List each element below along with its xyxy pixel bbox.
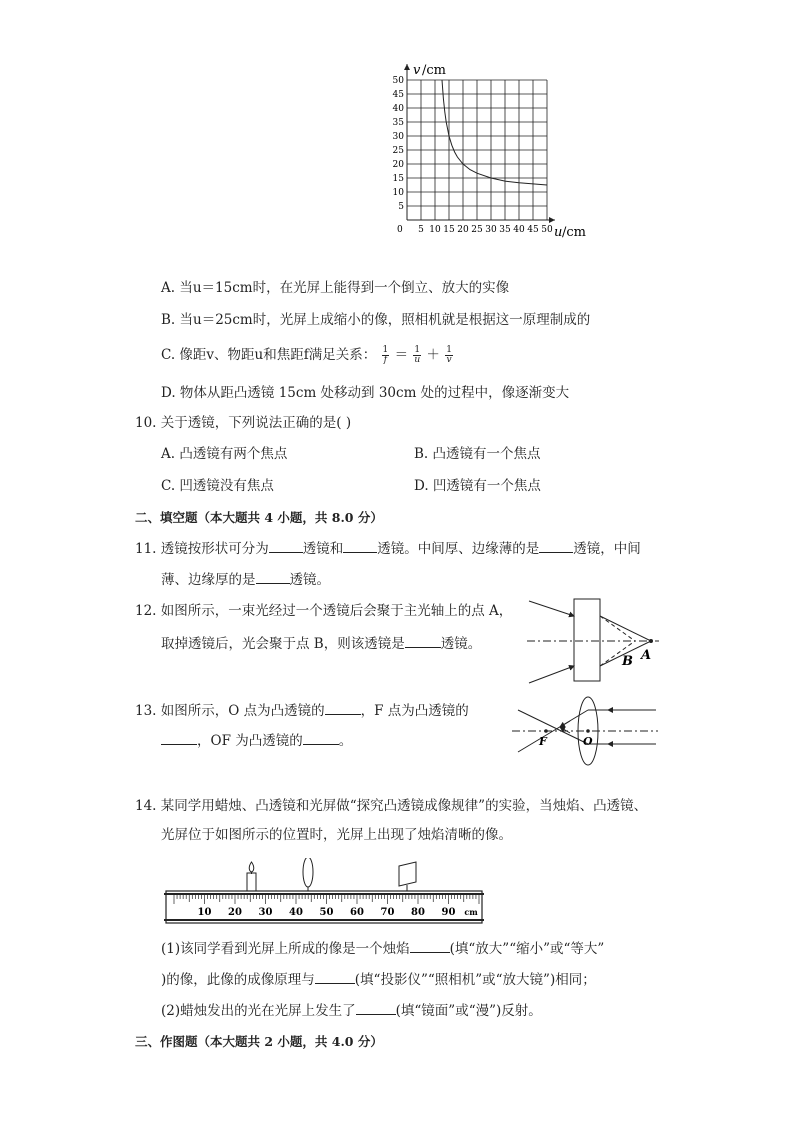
blank	[303, 731, 339, 745]
ruler-label: 20	[228, 907, 242, 918]
lens-box	[574, 599, 600, 681]
y-tick-label: 10	[392, 188, 404, 198]
blank	[539, 539, 573, 553]
optical-bench-figure	[162, 858, 487, 928]
ruler-label: 60	[350, 907, 364, 918]
fraction-1-v: $\frac{1}{v}$	[446, 345, 452, 365]
q14-line-1: 14. 某同学用蜡烛、凸透镜和光屏做“探究凸透镜成像规律”的实验，当烛焰、凸透镜、	[135, 798, 648, 814]
q12-lens-figure	[525, 593, 665, 693]
graph-curve	[442, 80, 547, 185]
q11-line-2: 薄、边缘厚的是 透镜。	[161, 572, 330, 588]
x-tick-label: 35	[499, 225, 511, 235]
y-tick-label: 40	[392, 104, 404, 114]
y-tick-label: 45	[392, 90, 404, 100]
graph-ylabel-var: v	[413, 63, 421, 78]
blank	[269, 539, 303, 553]
graph-xlabel-var: u	[554, 225, 563, 240]
blank	[356, 1001, 396, 1015]
x-tick-label: 20	[457, 225, 469, 235]
x-tick-label: 30	[485, 225, 497, 235]
x-tick-label: 10	[429, 225, 441, 235]
blank	[325, 701, 361, 715]
ruler-label: 40	[289, 907, 303, 918]
point-a-label: A	[641, 648, 652, 663]
blank	[343, 539, 377, 553]
q14-sub2: (2)蜡烛发出的光在光屏上发生了 (填“镜面”或“漫”)反射。	[161, 1003, 542, 1019]
fraction-1-u: $\frac{1}{u}$	[414, 345, 421, 365]
y-tick-label: 50	[392, 76, 404, 86]
x-tick-label: 50	[541, 225, 553, 235]
y-tick-label: 5	[398, 202, 404, 212]
convex-lens	[303, 858, 313, 891]
q12-line-1: 12. 如图所示，一束光经过一个透镜后会聚于主光轴上的点 A，	[135, 603, 513, 619]
x-tick-label: 45	[527, 225, 539, 235]
fraction-1-f: $\frac{1}{f}$	[382, 345, 389, 365]
q11-line-1: 11. 透镜按形状可分为 透镜和 透镜。中间厚、边缘薄的是 透镜，中间	[135, 541, 641, 557]
q13-line-2: ，OF 为凸透镜的 。	[161, 731, 352, 750]
blank	[256, 570, 290, 584]
ruler-label: 90	[441, 907, 456, 918]
x-tick-label: 5	[418, 225, 424, 235]
blank	[410, 939, 450, 953]
blank	[405, 634, 441, 648]
q9-option-c: C. 像距v、物距u和焦距f满足关系： $\frac{1}{f}$ ＝ $\frac{1}{u}$ ＋ $\frac{1}{v}$	[161, 345, 452, 365]
graph-grid	[407, 80, 547, 220]
graph-xticks	[418, 225, 553, 235]
ruler-label: 30	[258, 907, 273, 918]
y-tick-label: 25	[392, 146, 404, 156]
graph-ylabel-unit: /cm	[422, 63, 446, 78]
y-tick-label: 35	[392, 118, 404, 128]
graph-xlabel-unit: /cm	[562, 225, 586, 240]
ruler-label: 50	[319, 907, 334, 918]
q10-option-c: C. 凹透镜没有焦点	[161, 478, 274, 494]
ruler-label: 80	[411, 907, 425, 918]
q9-option-b: B. 当u＝25cm时，光屏上成缩小的像，照相机就是根据这一原理制成的	[161, 312, 591, 328]
x-tick-label: 15	[443, 225, 455, 235]
y-tick-label: 20	[392, 160, 404, 170]
candle	[247, 862, 256, 891]
y-tick-label: 30	[392, 132, 404, 142]
q14-line-2: 光屏位于如图所示的位置时，光屏上出现了烛焰清晰的像。	[161, 827, 512, 843]
q12-line-2: 取掉透镜后，光会聚于点 B，则该透镜是 透镜。	[161, 636, 482, 652]
ruler-label: 70	[380, 907, 395, 918]
q9-option-d: D. 物体从距凸透镜 15cm 处移动到 30cm 处的过程中，像逐渐变大	[161, 385, 570, 401]
q10-stem: 10. 关于透镜，下列说法正确的是( )	[135, 415, 352, 431]
q10-option-b: B. 凸透镜有一个焦点	[414, 446, 541, 462]
q14-sub1-line-1: (1)该同学看到光屏上所成的像是一个烛焰 (填“放大”“缩小”或“等大”	[161, 941, 605, 957]
x-tick-label: 40	[513, 225, 525, 235]
ruler	[164, 891, 484, 923]
q10-option-a: A. 凸透镜有两个焦点	[161, 446, 288, 462]
q13-convex-lens-figure	[510, 693, 660, 768]
v-u-graph	[385, 60, 605, 245]
graph-axes	[404, 64, 555, 223]
q13-line-1: 13. 如图所示，O 点为凸透镜的 ，F 点为凸透镜的	[135, 703, 469, 719]
light-screen	[399, 862, 416, 891]
y-tick-label: 15	[392, 174, 404, 184]
q9-option-c-text: C. 像距v、物距u和焦距f满足关系：	[161, 347, 377, 363]
point-f-label: F	[539, 735, 547, 748]
graph-yticks	[393, 76, 405, 212]
blank	[315, 970, 355, 984]
graph-origin: 0	[397, 225, 403, 235]
q10-option-d: D. 凹透镜有一个焦点	[414, 478, 541, 494]
ruler-label: 10	[197, 907, 212, 918]
x-tick-label: 25	[471, 225, 483, 235]
point-b-label: B	[622, 654, 633, 669]
section-2-heading: 二、填空题（本大题共 4 小题，共 8.0 分）	[135, 510, 383, 525]
section-3-heading: 三、作图题（本大题共 2 小题，共 4.0 分）	[135, 1034, 383, 1049]
blank	[161, 731, 197, 745]
point-o-label: O	[583, 735, 593, 748]
ruler-label: cm	[464, 907, 478, 917]
q9-option-a: A. 当u＝15cm时，在光屏上能得到一个倒立、放大的实像	[161, 280, 510, 296]
q14-sub1-line-2: )的像，此像的成像原理与 (填“投影仪”“照相机”或“放大镜”)相同；	[161, 972, 596, 988]
